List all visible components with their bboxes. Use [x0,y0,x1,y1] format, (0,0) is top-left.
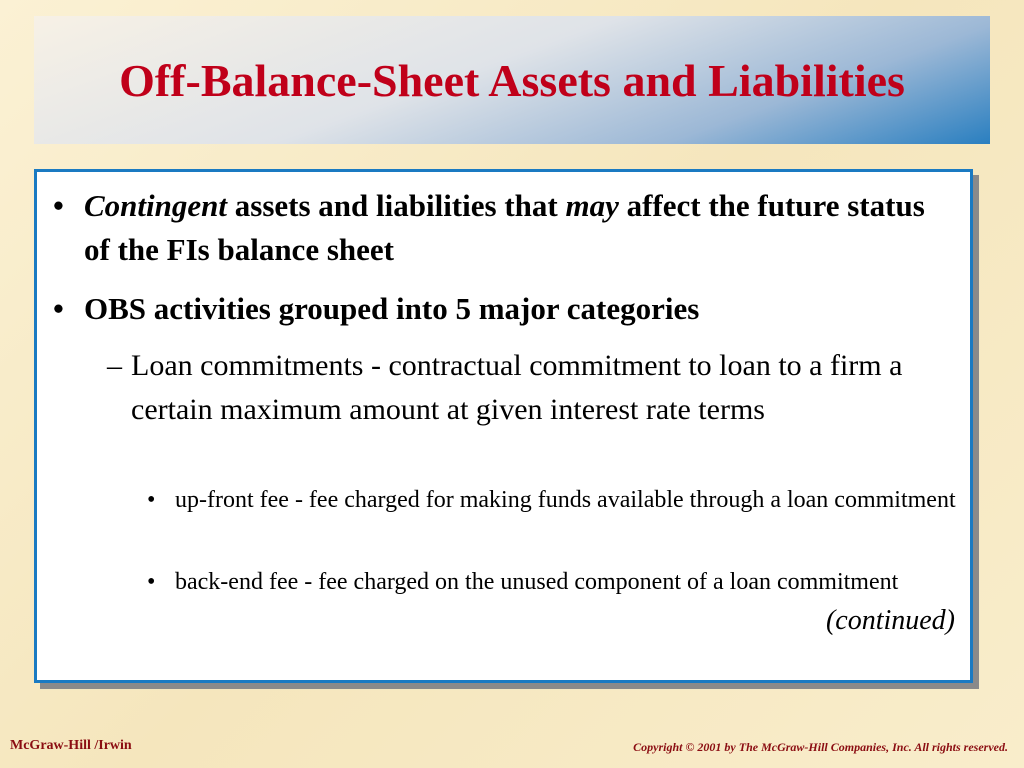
subsubbullet-back-end-fee [145,564,975,601]
publisher-label: McGraw-Hill /Irwin [10,738,132,753]
subsubbullet-text: up-front fee - fee charged for making funds available through a loan commitment [175,487,956,513]
subbullet-loan-commitments [107,344,967,432]
continued-note: (continued) [825,605,955,636]
bullet-text-part: assets and liabilities that [227,188,566,223]
content-box [34,169,973,683]
bullet-text: OBS activities grouped into 5 major categories [84,291,700,326]
subbullet-text: Loan commitments - contractual commitment to loan to a firm a certain maximum amount at given interest rate terms [131,349,903,426]
subsubbullet-up-front-fee [145,482,975,519]
bullet-obs-activities [53,287,953,331]
bullet-marker: • [147,569,156,595]
dash-marker: – [107,349,122,382]
bullet-marker: • [53,188,64,223]
bullet-marker: • [147,487,156,513]
subsubbullet-text: back-end fee - fee charged on the unused component of a loan commitment [175,569,899,595]
emphasis-may: may [565,188,619,223]
bullet-contingent [53,184,953,272]
bullet-text-part: affect the future status of the FIs balance sheet [84,188,925,267]
emphasis-contingent: Contingent [84,188,227,223]
copyright-notice: Copyright © 2001 by The McGraw-Hill Companies, Inc. All rights reserved. [633,740,1008,754]
title-bar [34,16,990,144]
bullet-marker: • [53,291,64,326]
slide-title: Off-Balance-Sheet Assets and Liabilities [119,54,905,106]
bullet-text [84,184,953,272]
